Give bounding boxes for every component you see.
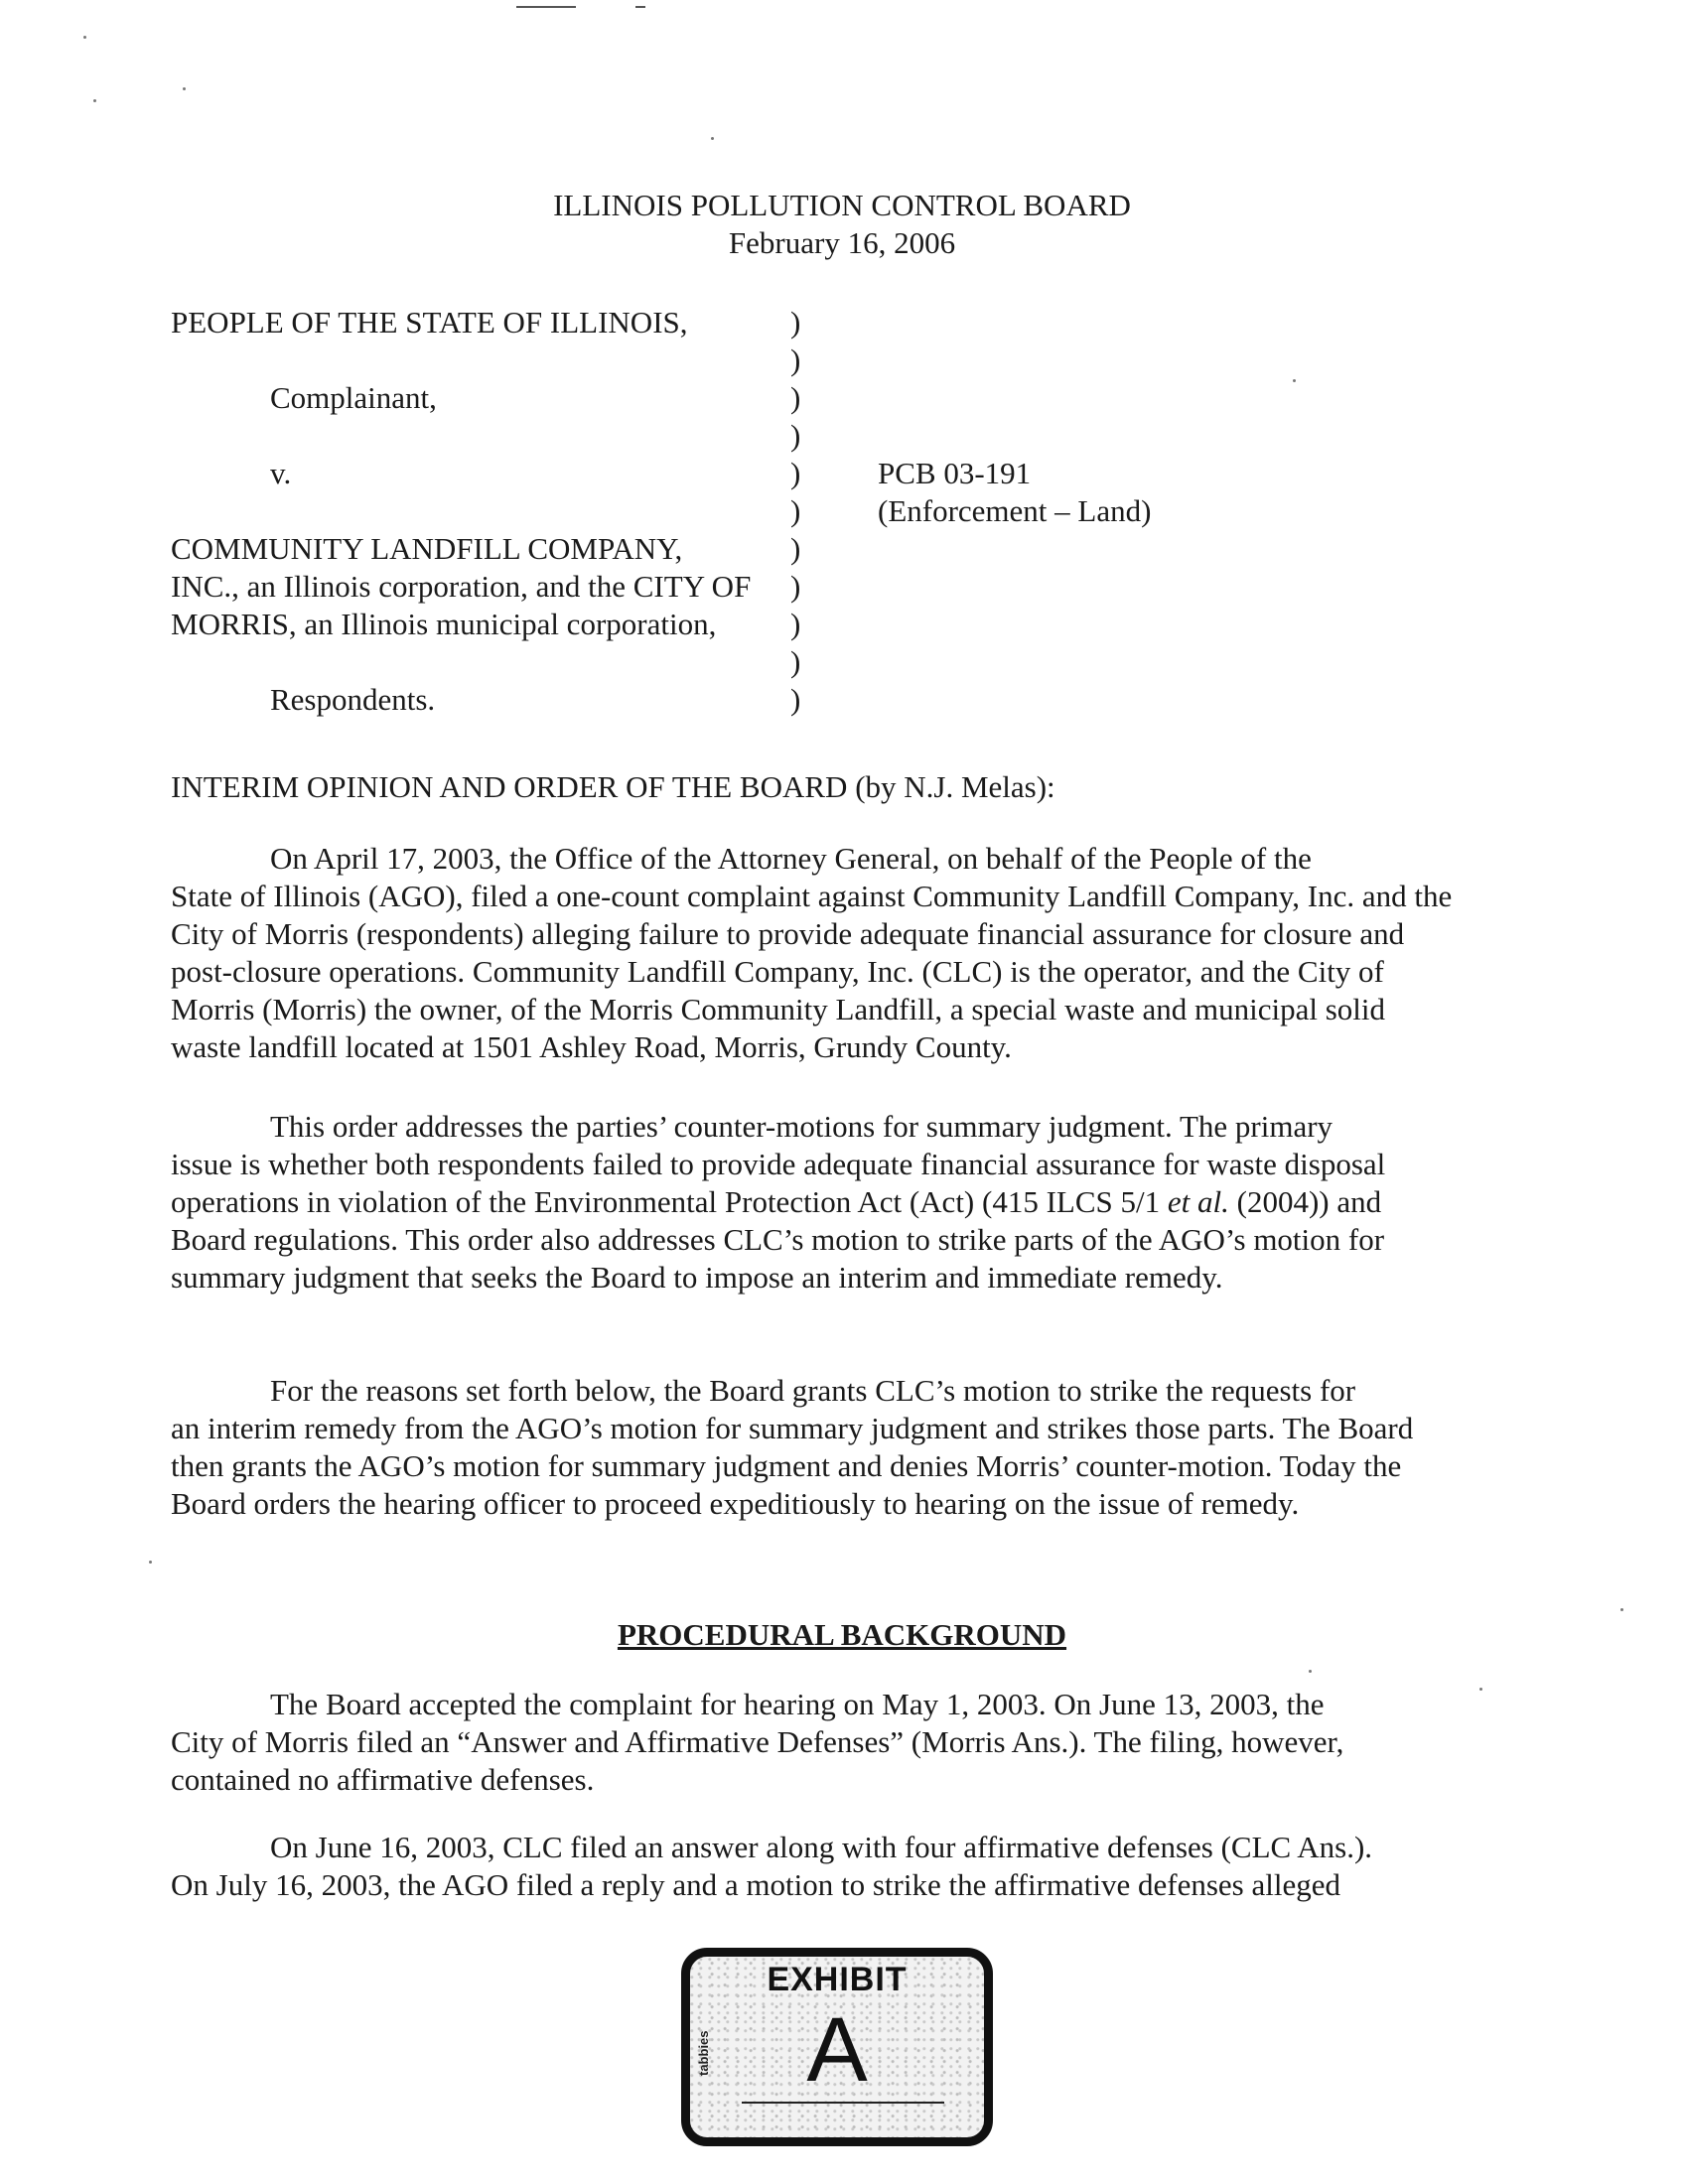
scan-artifact-dot	[1293, 379, 1296, 382]
respondent-name-line-2: INC., an Illinois corporation, and the CITY OF	[171, 569, 752, 604]
paragraph-1-text: State of Illinois (AGO), filed a one-count complaint against Community Landfill Company, Inc. and the City of Morris (respondents) alleging failure to provide adequate financial assurance for closure and post-closure operations. Community Landfill Company, Inc. (CLC) is the operator, and the City of Morris (Morris) the owner, of the Morris Community Landfill, a special waste and municipal solid waste landfill located at 1501 Ashley Road, Morris, Grundy County.	[171, 879, 1453, 1064]
case-number: PCB 03-191	[878, 456, 1032, 490]
scan-artifact-dot	[83, 36, 86, 39]
paragraph-2-text-b: (2004)) and Board regulations. This order also addresses CLC’s motion to strike parts of the AGO’s motion for summary judgment that seeks the Board to impose an interim and immediate remedy.	[171, 1184, 1385, 1295]
exhibit-stamp-letter: A	[806, 1999, 868, 2101]
scan-artifact-dot	[1620, 1608, 1623, 1611]
paragraph-5-text: On July 16, 2003, the AGO filed a reply and a motion to strike the affirmative defenses alleged	[171, 1867, 1340, 1902]
opinion-heading: INTERIM OPINION AND ORDER OF THE BOARD (by N.J. Melas):	[171, 769, 1055, 804]
caption-paren: )	[790, 418, 801, 453]
section-heading-procedural-background: PROCEDURAL BACKGROUND	[617, 1617, 1067, 1652]
scan-artifact-dot	[149, 1561, 152, 1564]
scan-artifact-line	[635, 6, 645, 8]
paragraph-4	[171, 1686, 1462, 1799]
exhibit-stamp-brand: tabbies	[696, 2030, 711, 2076]
scan-artifact-dot	[1479, 1688, 1482, 1691]
paragraph-2-et-al: et al.	[1167, 1184, 1229, 1219]
caption-paren: )	[790, 342, 801, 377]
caption-paren: )	[790, 493, 801, 528]
exhibit-stamp-title: EXHIBIT	[767, 1961, 908, 1998]
paragraph-5	[171, 1829, 1462, 1904]
scan-artifact-dot	[1309, 1670, 1312, 1673]
scan-artifact-dot	[93, 99, 96, 102]
paragraph-3-first-line: For the reasons set forth below, the Board grants CLC’s motion to strike the requests for	[270, 1373, 1356, 1408]
respondent-role: Respondents.	[270, 682, 436, 717]
caption-paren: )	[790, 644, 801, 679]
caption-paren: )	[790, 682, 801, 717]
paragraph-3	[171, 1372, 1462, 1523]
paragraph-3-text: an interim remedy from the AGO’s motion for summary judgment and strikes those parts. The Board then grants the AGO’s motion for summary judgment and denies Morris’ counter-motion. Today the Board orders the hearing officer to proceed expeditiously to hearing on the issue of remedy.	[171, 1411, 1414, 1521]
paragraph-2-text-a: issue is whether both respondents failed to provide adequate financial assurance for waste disposal operations in violation of the Environmental Protection Act (Act) (415 ILCS 5/1	[171, 1147, 1386, 1219]
scan-artifact-dot	[711, 137, 714, 140]
paragraph-1-first-line: On April 17, 2003, the Office of the Attorney General, on behalf of the People of the	[270, 841, 1312, 876]
caption-paren: )	[790, 380, 801, 415]
paragraph-4-first-line: The Board accepted the complaint for hearing on May 1, 2003. On June 13, 2003, the	[270, 1687, 1325, 1721]
complainant-role: Complainant,	[270, 380, 437, 415]
respondent-name-line-1: COMMUNITY LANDFILL COMPANY,	[171, 531, 683, 566]
caption-paren: )	[790, 607, 801, 641]
plaintiff-name: PEOPLE OF THE STATE OF ILLINOIS,	[171, 305, 688, 340]
case-type: (Enforcement – Land)	[878, 493, 1152, 528]
versus-label: v.	[270, 456, 292, 490]
caption-paren: )	[790, 305, 801, 340]
respondent-name-line-3: MORRIS, an Illinois municipal corporation,	[171, 607, 717, 641]
caption-paren: )	[790, 569, 801, 604]
paragraph-4-text: City of Morris filed an “Answer and Affirmative Defenses” (Morris Ans.). The filing, however, contained no affirmative defenses.	[171, 1724, 1344, 1797]
document-date: February 16, 2006	[728, 225, 956, 260]
paragraph-2-first-line: This order addresses the parties’ counter-motions for summary judgment. The primary	[270, 1109, 1333, 1144]
caption-paren: )	[790, 531, 801, 566]
scan-artifact-line	[516, 6, 576, 8]
scan-artifact-dot	[183, 87, 186, 90]
exhibit-stamp	[681, 1948, 993, 2146]
board-title: ILLINOIS POLLUTION CONTROL BOARD	[553, 188, 1131, 222]
paragraph-2	[171, 1108, 1462, 1297]
paragraph-5-first-line: On June 16, 2003, CLC filed an answer along with four affirmative defenses (CLC Ans.).	[270, 1830, 1373, 1864]
paragraph-1	[171, 840, 1462, 1066]
caption-paren: )	[790, 456, 801, 490]
exhibit-stamp-rule	[742, 2102, 944, 2104]
